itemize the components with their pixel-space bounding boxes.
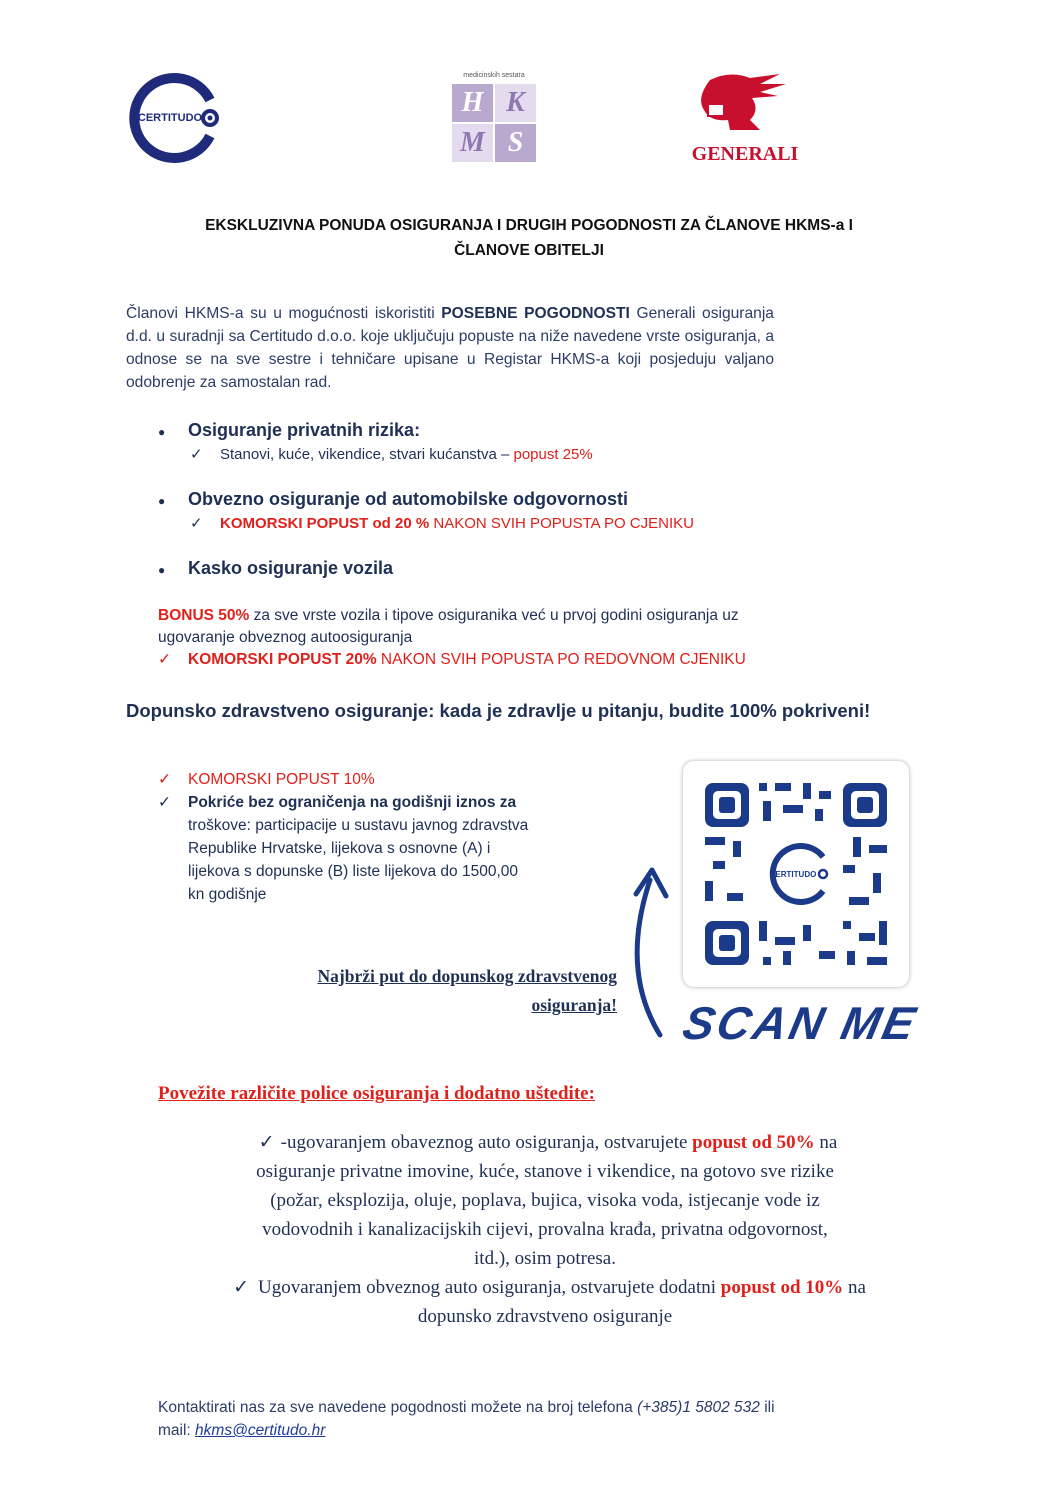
intro-text: Članovi HKMS-a su u mogućnosti iskoristiti (126, 305, 442, 322)
intro-highlight: POSEBNE (441, 305, 525, 322)
contact-email-link[interactable]: hkms@certitudo.hr (195, 1422, 326, 1439)
contact-text: Kontaktirati nas za sve navedene pogodnosti možete na broj telefona (158, 1399, 638, 1416)
qr-code[interactable] (682, 760, 910, 988)
section-sub-red-bold: KOMORSKI POPUST od 20 % (220, 515, 430, 532)
hkms-letter: K (495, 84, 536, 122)
kasko-text: za sve vrste vozila i tipove osiguranika već u prvoj godini osiguranja uz (249, 607, 739, 624)
hkms-grid (452, 84, 536, 162)
check-icon: ✓ (190, 515, 203, 532)
hkms-letter: M (452, 124, 493, 162)
coverage-line: Pokriće bez ograničenja na godišnji iznos za (188, 794, 517, 811)
contact-mail-label: mail: (158, 1422, 196, 1439)
coverage-line: lijekova s dopunske (B) liste lijekova do 1500,00 (188, 863, 518, 880)
bullet-dot-icon: ● (158, 425, 166, 439)
dopunsko-heading: Dopunsko zdravstveno osiguranje: kada je zdravlje u pitanju, budite 100% pokriveni! (126, 700, 871, 721)
kasko-text: ugovaranje obveznog autoosiguranja (158, 629, 413, 646)
contact-text: ili (759, 1399, 775, 1416)
kasko-discount: KOMORSKI POPUST 20% (188, 651, 377, 668)
combine-policies-heading: Povežite različite police osiguranja i dodatno uštedite: (158, 1083, 595, 1104)
section-heading: Kasko osiguranje vozila (188, 558, 394, 578)
section-heading: Osiguranje privatnih rizika: (188, 420, 421, 440)
hkms-top-text: medicinskih sestara (463, 72, 525, 79)
combine-item-line: vodovodnih i kanalizacijskih cijevi, provalna krađa, privatna odgovornost, (262, 1219, 828, 1240)
dopunsko-discount: KOMORSKI POPUST 10% (188, 771, 375, 788)
intro-paragraph (126, 302, 774, 394)
section-private-risk (158, 420, 593, 463)
check-icon: ✓ (258, 1132, 275, 1153)
generali-lion-icon (690, 70, 800, 136)
intro-text: Generali osiguranja d.d. u suradnji sa Certitudo d.o.o. koje uključuju popuste na niže navedene vrste osiguranja, a odnose se na sve sestre i tehničare upisane u Registar HKMS-a koji posjeduju valjano odobrenje za samostalan rad. (126, 305, 774, 391)
page-title-line: EKSKLUZIVNA PONUDA OSIGURANJA I DRUGIH POGODNOSTI ZA ČLANOVE HKMS-a I (205, 217, 853, 234)
coverage-line: troškove: participacije u sustavu javnog zdravstva (188, 817, 529, 834)
generali-wordmark: GENERALI (691, 143, 799, 165)
hkms-letter: S (495, 124, 536, 162)
kasko-detail (158, 605, 918, 671)
check-icon: ✓ (158, 794, 171, 811)
bullet-dot-icon: ● (158, 563, 166, 577)
check-icon: ✓ (233, 1277, 249, 1298)
bullet-dot-icon: ● (158, 494, 166, 508)
check-icon: ✓ (158, 651, 171, 668)
section-sub-red: popust 25% (513, 446, 593, 463)
section-sub-text: Stanovi, kuće, vikendice, stvari kućanstva – (220, 446, 514, 463)
logo-header (0, 60, 1058, 170)
certitudo-logo (126, 70, 222, 166)
combine-item-text: na (843, 1277, 866, 1298)
combine-item-line: itd.), osim potresa. (474, 1248, 616, 1269)
combine-item-line: (požar, eksplozija, oluje, poplava, bujica, visoka voda, istjecanje vode iz (270, 1190, 820, 1211)
check-icon: ✓ (190, 446, 203, 463)
section-sub-red: NAKON SVIH POPUSTA PO CJENIKU (429, 515, 694, 532)
arrow-icon (620, 860, 680, 1040)
page-title-line: ČLANOVE OBITELJI (454, 242, 604, 259)
combine-policies-list (150, 1128, 940, 1331)
hkms-letter: H (452, 84, 493, 122)
combine-item-line: dopunsko zdravstveno osiguranje (417, 1306, 673, 1327)
combine-item-text: Ugovaranjem obveznog auto osiguranja, ostvarujete dodatni (258, 1277, 721, 1298)
coverage-line: kn godišnje (188, 886, 267, 903)
dopunsko-list (158, 768, 628, 906)
kasko-bonus: BONUS 50% (158, 607, 250, 624)
combine-item-text: -ugovaranjem obaveznog auto osiguranja, ostvarujete (280, 1132, 693, 1153)
combine-item-discount: popust od 50% (692, 1132, 815, 1153)
contact-phone: (+385)1 5802 532 (637, 1399, 760, 1416)
qr-code-icon (683, 761, 909, 987)
combine-item-discount: popust od 10% (720, 1277, 844, 1298)
intro-highlight-red: POGODNOSTI (524, 305, 630, 322)
contact-info (158, 1396, 918, 1442)
section-heading: Obvezno osiguranje od automobilske odgovornosti (188, 489, 629, 509)
combine-item-text: na (814, 1132, 838, 1153)
page-title (120, 213, 938, 263)
svg-text:CERTITUDO: CERTITUDO (137, 112, 203, 124)
coverage-line: Republike Hrvatske, lijekova s osnovne (A) i (188, 840, 491, 857)
generali-logo (690, 70, 800, 166)
fastest-way-line: osiguranja! (531, 995, 617, 1015)
section-auto-liability (158, 489, 694, 532)
hkms-logo (446, 72, 542, 168)
fastest-way-link[interactable] (200, 962, 617, 1020)
scan-me-label: SCAN ME (678, 997, 923, 1049)
fastest-way-line: Najbrži put do dopunskog zdravstvenog (317, 966, 617, 986)
section-kasko (158, 558, 393, 579)
kasko-discount-rest: NAKON SVIH POPUSTA PO REDOVNOM CJENIKU (376, 651, 746, 668)
check-icon: ✓ (158, 771, 171, 788)
qr-logo-text: CERTITUDO (769, 870, 817, 879)
combine-item-line: osiguranje privatne imovine, kuće, stanove i vikendice, na gotovo sve rizike (256, 1161, 834, 1182)
